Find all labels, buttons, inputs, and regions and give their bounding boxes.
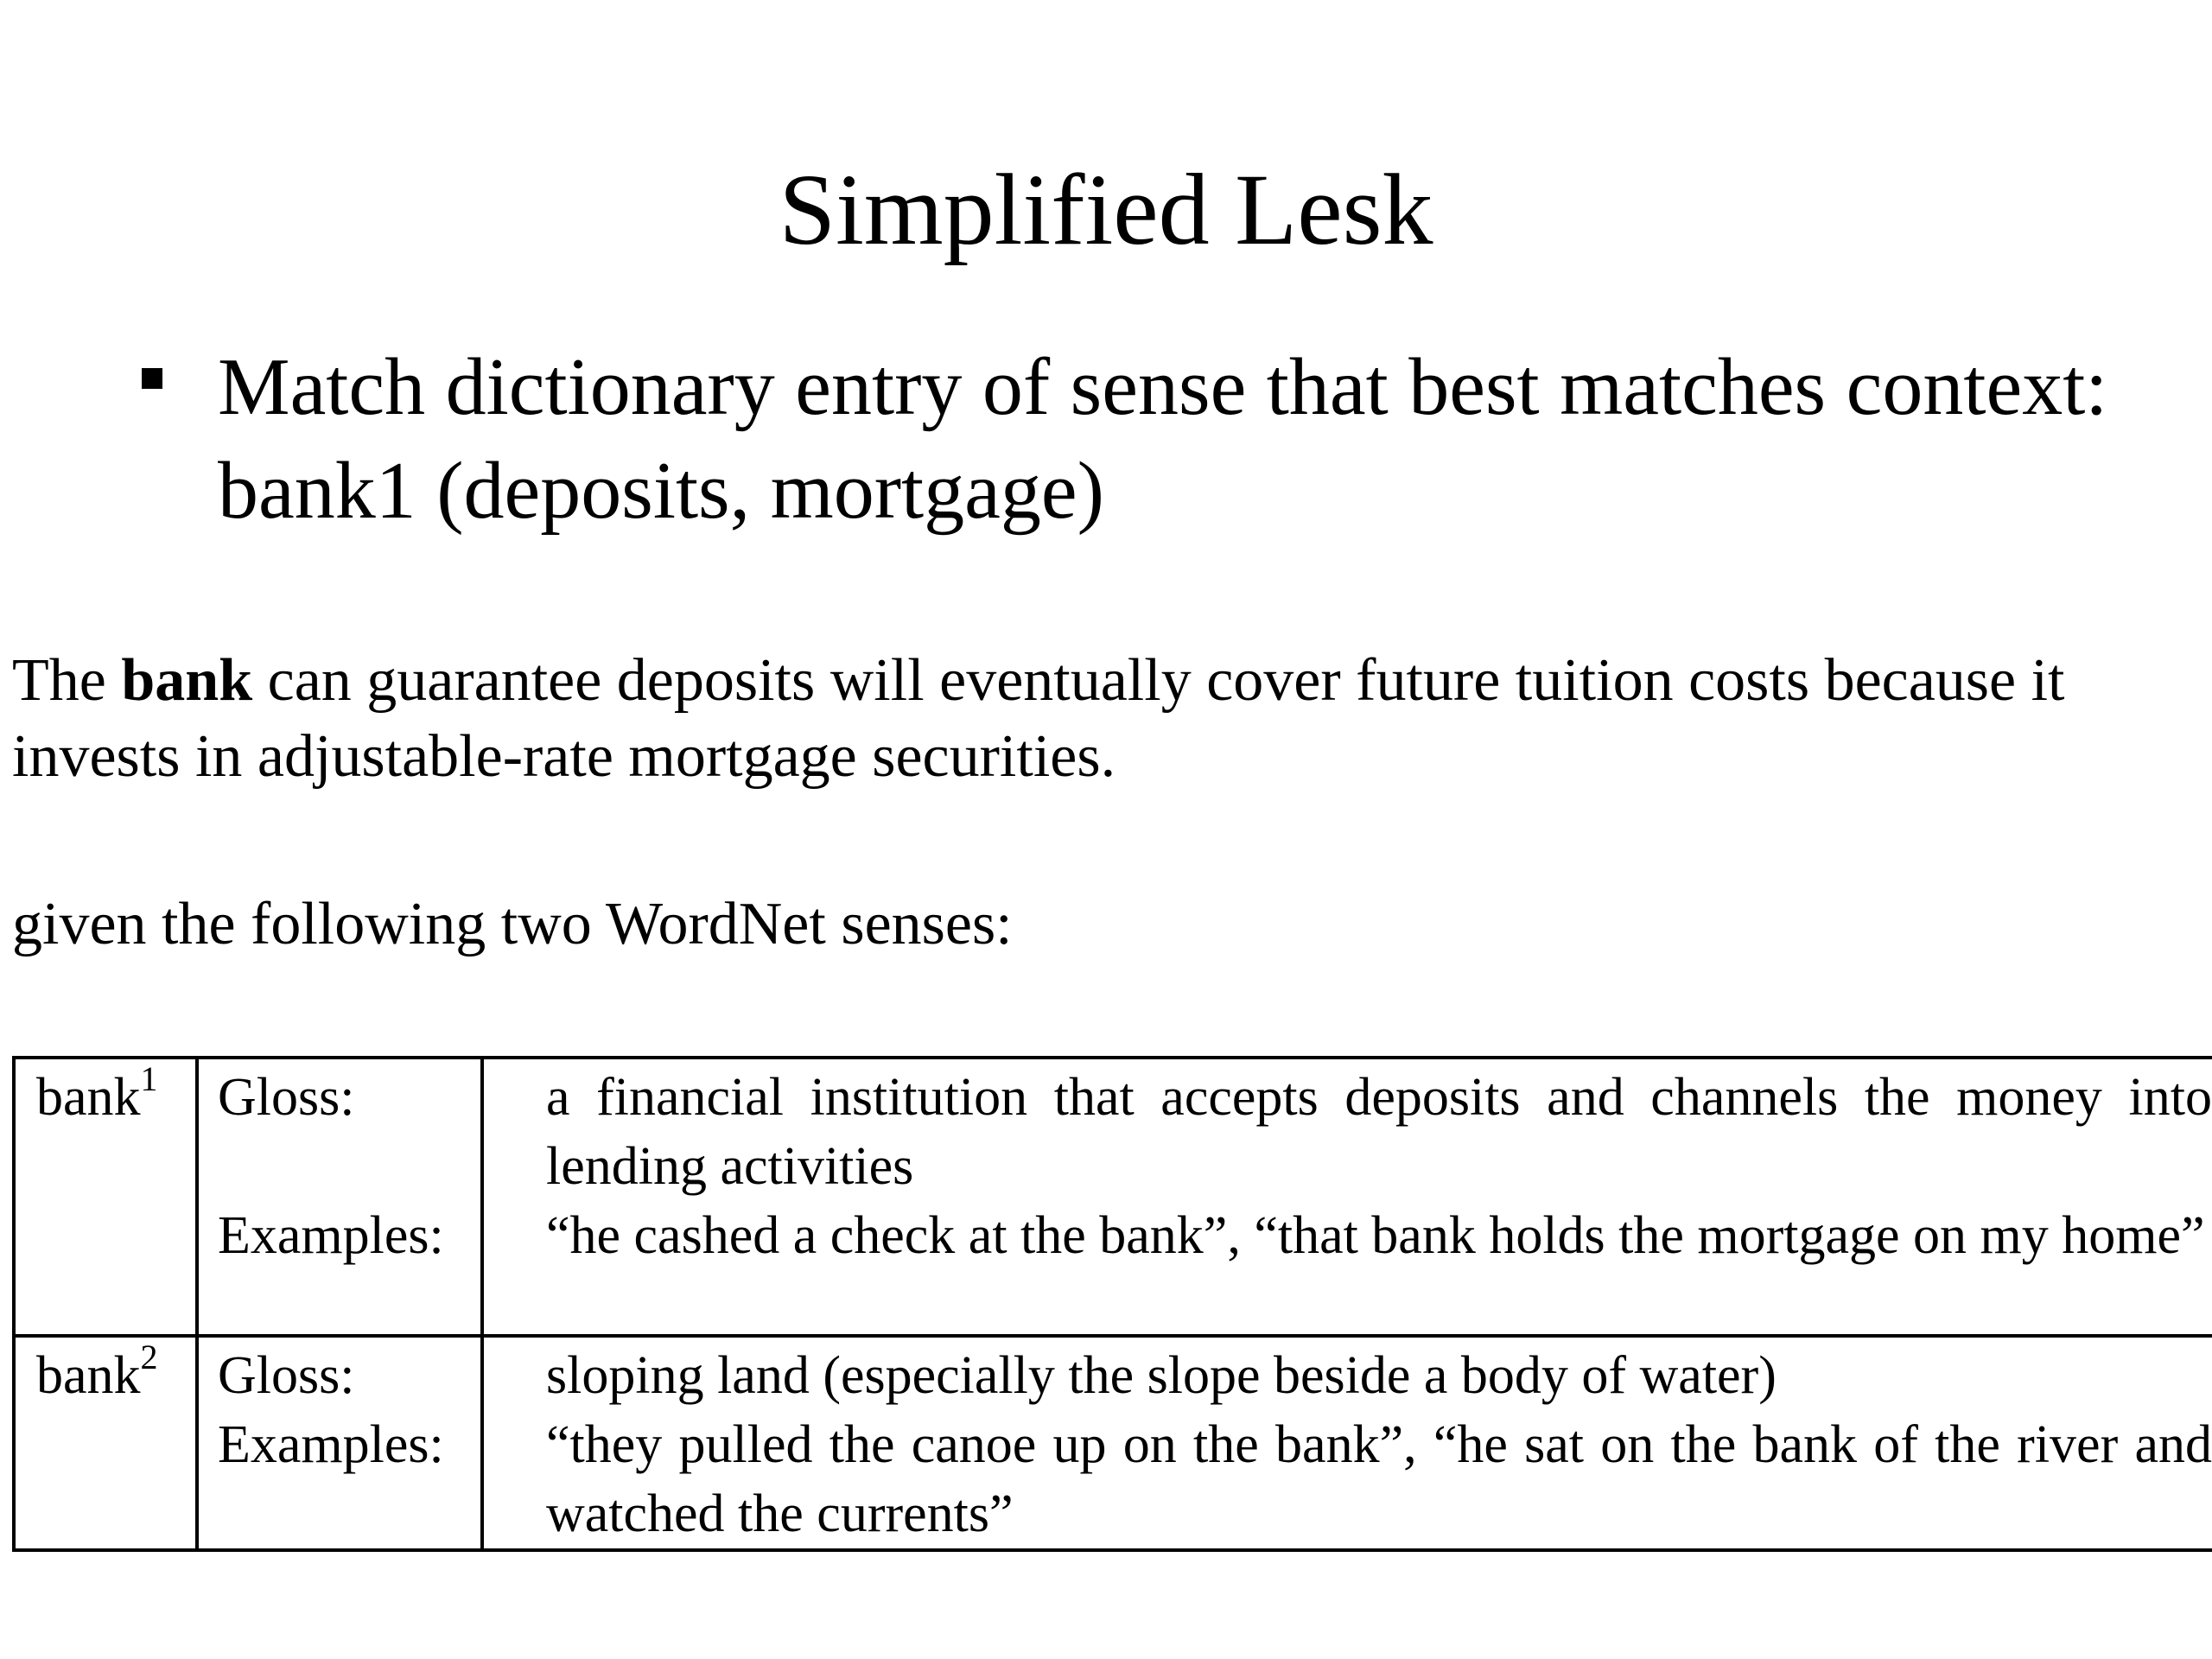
examples-label: Examples: (218, 1415, 444, 1474)
column-divider (480, 1059, 484, 1334)
gloss-label: Gloss: (218, 1068, 355, 1127)
sense-row (12, 1056, 2212, 1338)
gloss-label: Gloss: (218, 1346, 355, 1405)
sense-word: bank (36, 1068, 141, 1127)
sense-name (36, 1338, 158, 1410)
senses-intro: given the following two WordNet senses: (12, 891, 1013, 957)
slide-title: Simplified Lesk (779, 153, 1433, 266)
gloss-text: sloping land (especially the slope beside a body of water) (546, 1346, 1777, 1405)
examples-text: “they pulled the canoe up on the bank”, “he sat on the bank of the river and watched the currents” (546, 1415, 2212, 1543)
context-sentence (12, 643, 2207, 795)
sense-number: 1 (140, 1059, 158, 1099)
bullet-text: Match dictionary entry of sense that best matches context: bank1 (deposits, mortgage) (218, 342, 2108, 536)
sense-row (12, 1338, 2212, 1552)
sense-word: bank (36, 1346, 141, 1405)
examples-text: “he cashed a check at the bank”, “that bank holds the mortgage on my home” (546, 1206, 2205, 1265)
column-divider (480, 1338, 484, 1548)
gloss-text: a financial institution that accepts deposits and channels the money into lending activities (546, 1068, 2212, 1196)
sense-number: 2 (140, 1338, 158, 1377)
examples-label: Examples: (218, 1206, 444, 1265)
sense-name (36, 1059, 158, 1132)
column-divider (195, 1338, 199, 1548)
column-divider (195, 1059, 199, 1334)
context-target-word: bank (121, 647, 253, 714)
context-before: The (12, 647, 122, 714)
square-bullet-icon (142, 368, 162, 389)
context-after: can guarantee deposits will eventually cover future tuition costs because it invests in adjustable-rate mortgage securities. (12, 647, 2065, 790)
